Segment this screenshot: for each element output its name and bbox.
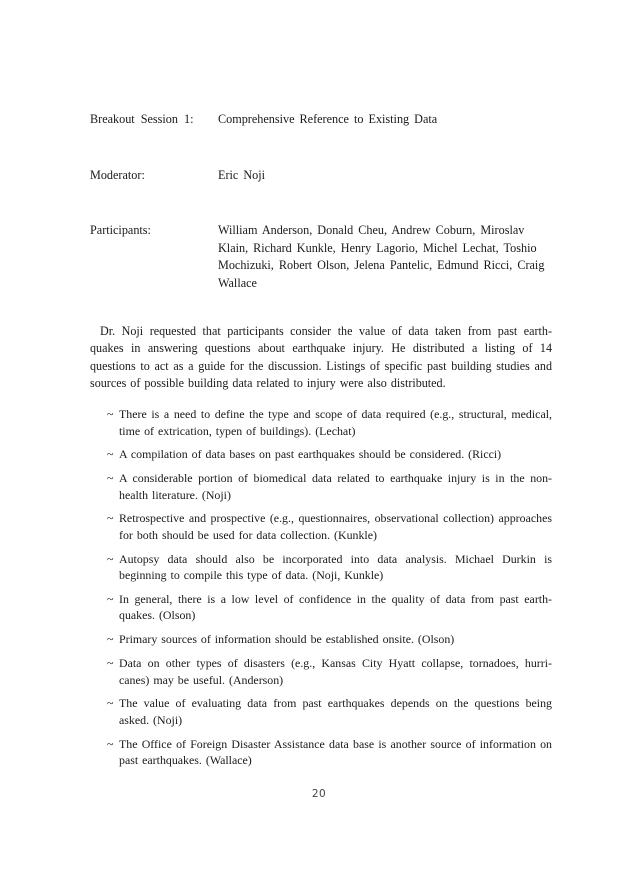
list-item-text: Retrospective and prospective (e.g., questionnaires, observational collection) approaches for both should be used for data collection. (Kunkle) (119, 511, 552, 542)
list-item-text: Data on other types of disasters (e.g., Kansas City Hyatt collapse, tornadoes, hurri-canes) may be useful. (Anderson) (119, 656, 552, 687)
tilde-bullet-icon: ~ (107, 471, 114, 486)
tilde-bullet-icon: ~ (107, 511, 114, 526)
participants-label: Participants: (90, 223, 151, 237)
tilde-bullet-icon: ~ (107, 447, 114, 462)
tilde-bullet-icon: ~ (107, 407, 114, 421)
list-item-text: Autopsy data should also be incorporated into data analysis. Michael Durkin is beginning to compile this type of data. (Noji, Kunkle) (119, 551, 552, 583)
tilde-bullet-icon: ~ (107, 696, 114, 711)
list-item-text: Primary sources of information should be established onsite. (Olson) (119, 632, 455, 647)
moderator-name: Eric Noji (218, 168, 266, 182)
list-item (90, 736, 552, 769)
breakout-session-label: Breakout Session 1: (90, 112, 194, 126)
intro-paragraph: Dr. Noji requested that participants consider the value of data taken from past earth-quakes in answering questions about earthquake injury. He distributed a listing of 14 questions to act as a guide for the discussion. Listings of specific past building studies and sources of possible building data related to injury were also distributed. (90, 324, 552, 391)
list-item (90, 510, 552, 543)
tilde-bullet-icon: ~ (107, 736, 114, 751)
tilde-bullet-icon: ~ (107, 632, 114, 647)
list-item (90, 446, 552, 463)
list-item-text: The value of evaluating data from past earthquakes depends on the questions being asked. (Noji) (119, 696, 552, 727)
list-item-text: A considerable portion of biomedical data related to earthquake injury is in the non-health literature. (Noji) (119, 471, 552, 502)
tilde-bullet-icon: ~ (107, 656, 114, 671)
list-item-text: The Office of Foreign Disaster Assistance data base is another source of information on past earthquakes. (Wallace) (119, 736, 552, 768)
discussion-points-list (90, 406, 552, 776)
list-item (90, 591, 552, 624)
list-item-text: There is a need to define the type and scope of data required (e.g., structural, medical, time of extrication, typen of buildings). (Lechat) (119, 407, 552, 438)
participants-list: William Anderson, Donald Cheu, Andrew Coburn, Miroslav Klain, Richard Kunkle, Henry Lagorio, Michel Lechat, Toshio Mochizuki, Robert Olson, Jelena Pantelic, Edmund Ricci, Craig Wallace (218, 223, 545, 290)
list-item (90, 551, 552, 584)
tilde-bullet-icon: ~ (107, 591, 114, 606)
list-item-text: In general, there is a low level of confidence in the quality of data from past earth-quakes. (Olson) (119, 591, 552, 623)
list-item (90, 470, 552, 503)
list-item-text: A compilation of data bases on past earthquakes should be considered. (Ricci) (119, 447, 502, 462)
list-item (90, 406, 552, 439)
tilde-bullet-icon: ~ (107, 551, 114, 566)
page-number: 20 (311, 788, 327, 800)
breakout-session-title: Comprehensive Reference to Existing Data (218, 112, 438, 126)
list-item (90, 655, 552, 688)
moderator-label: Moderator: (90, 168, 145, 182)
list-item (90, 631, 552, 648)
list-item (90, 695, 552, 728)
